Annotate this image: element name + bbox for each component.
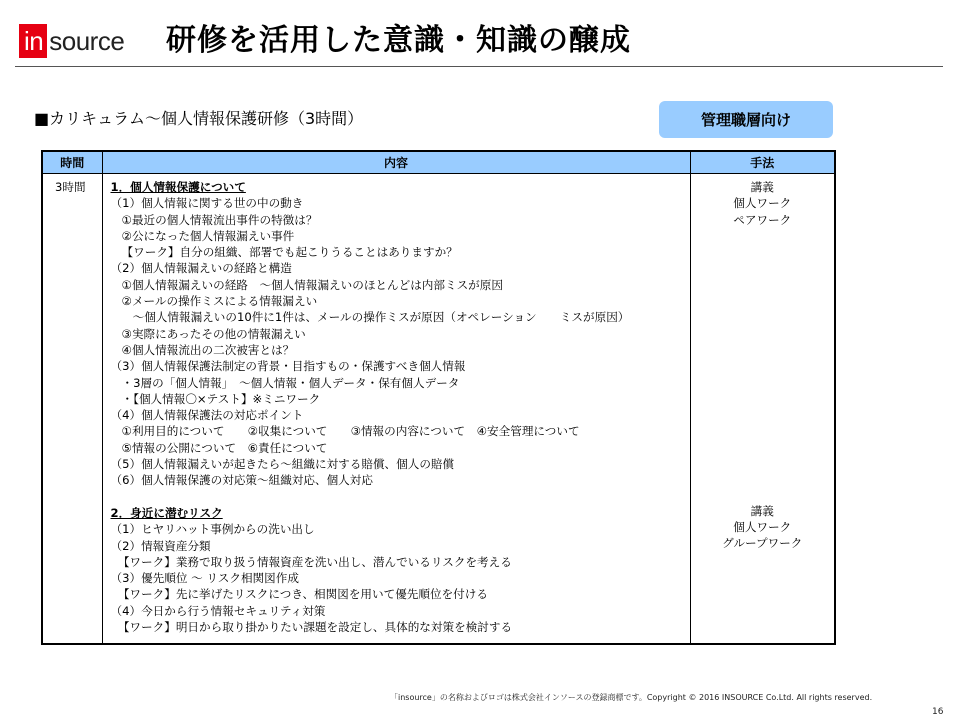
- content-line: （6）個人情報保護の対応策～組織対応、個人対応: [110, 473, 373, 488]
- header-content: 内容: [102, 151, 690, 174]
- content-cell: [102, 174, 690, 645]
- content-line: 【ワーク】明日から取り掛かりたい課題を設定し、具体的な対策を検討する: [110, 620, 513, 635]
- content-line: ②公になった個人情報漏えい事件: [110, 228, 295, 243]
- table-header-row: [42, 151, 835, 174]
- content-line: ④個人情報流出の二次被害とは？: [110, 342, 295, 357]
- copyright-footer: 「insource」の名称およびロゴは株式会社インソースの登録商標です。Copyright © 2016 INSOURCE Co.Ltd. All rights reserved.: [390, 693, 873, 702]
- method-spacer: [691, 228, 835, 503]
- method-item: 個人ワーク: [733, 196, 792, 211]
- time-cell: 3時間: [42, 174, 102, 645]
- insource-logo: [19, 24, 124, 58]
- header-time: 時間: [42, 151, 102, 174]
- content-line: （2）情報資産分類: [110, 538, 211, 553]
- content-line: ①個人情報漏えいの経路 ～個人情報漏えいのほとんどは内部ミスが原因: [110, 277, 503, 292]
- topic-heading: 1．個人情報保護について: [110, 180, 246, 194]
- content-line: （1）ヒヤリハット事例からの洗い出し: [110, 522, 315, 537]
- content-line: 【ワーク】業務で取り扱う情報資産を洗い出し、潜んでいるリスクを考える: [110, 554, 512, 569]
- content-line: ①利用目的について ②収集について ③情報の内容について ④安全管理について: [110, 424, 580, 439]
- content-line: 【ワーク】先に挙げたリスクにつき、相関図を用いて優先順位を付ける: [110, 587, 488, 602]
- content-line: ～個人情報漏えいの10件に1件は、メールの操作ミスが原因（オペレーション ミスが原因）: [110, 310, 630, 325]
- title-divider: [15, 66, 943, 67]
- header-method: 手法: [690, 151, 835, 174]
- content-line: 【ワーク】自分の組織、部署でも起こりうることはありますか？: [110, 245, 458, 260]
- content-line: ・【個人情報〇×テスト】※ミニワーク: [110, 391, 321, 406]
- content-line: ③実際にあったその他の情報漏えい: [110, 326, 306, 341]
- content-line: （2）個人情報漏えいの経路と構造: [110, 261, 292, 276]
- content-line: （3）個人情報保護法制定の背景・目指すもの・保護すべき個人情報: [110, 359, 466, 374]
- section-heading: ■カリキュラム～個人情報保護研修（3時間）: [34, 109, 364, 128]
- curriculum-table: [41, 150, 836, 645]
- content-line: （3）優先順位 ～ リスク相関図作成: [110, 571, 299, 586]
- table-row: [42, 174, 835, 645]
- content-line: （5）個人情報漏えいが起きたら～組織に対する賠償、個人の賠償: [110, 457, 455, 472]
- page-number: 16: [932, 707, 944, 717]
- method-cell: [690, 174, 835, 645]
- content-line: ②メールの操作ミスによる情報漏えい: [110, 294, 318, 309]
- method-item: グループワーク: [722, 536, 803, 551]
- content-line: （4）個人情報保護法の対応ポイント: [110, 408, 304, 423]
- topic-heading: 2．身近に潜むリスク: [110, 505, 223, 520]
- content-line: （1）個人情報に関する世の中の動き: [110, 196, 304, 211]
- method-item: 個人ワーク: [733, 520, 792, 535]
- content-line: ①最近の個人情報流出事件の特徴は？: [110, 212, 318, 227]
- method-item: ペアワーク: [733, 212, 792, 227]
- logo-in-mark: in: [19, 24, 47, 58]
- content-line: （4）今日から行う情報セキュリティ対策: [110, 603, 326, 618]
- content-line: ・3層の「個人情報」 ～個人情報・個人データ・保有個人データ: [110, 375, 460, 390]
- audience-badge: 管理職層向け: [659, 101, 833, 138]
- method-item: 講義: [750, 503, 774, 518]
- block-spacer: [111, 489, 690, 505]
- method-item: 講義: [750, 180, 774, 194]
- logo-source-text: source: [49, 26, 125, 56]
- content-line: ⑤情報の公開について ⑥責任について: [110, 440, 328, 455]
- page-title: 研修を活用した意識・知識の醸成: [166, 23, 631, 58]
